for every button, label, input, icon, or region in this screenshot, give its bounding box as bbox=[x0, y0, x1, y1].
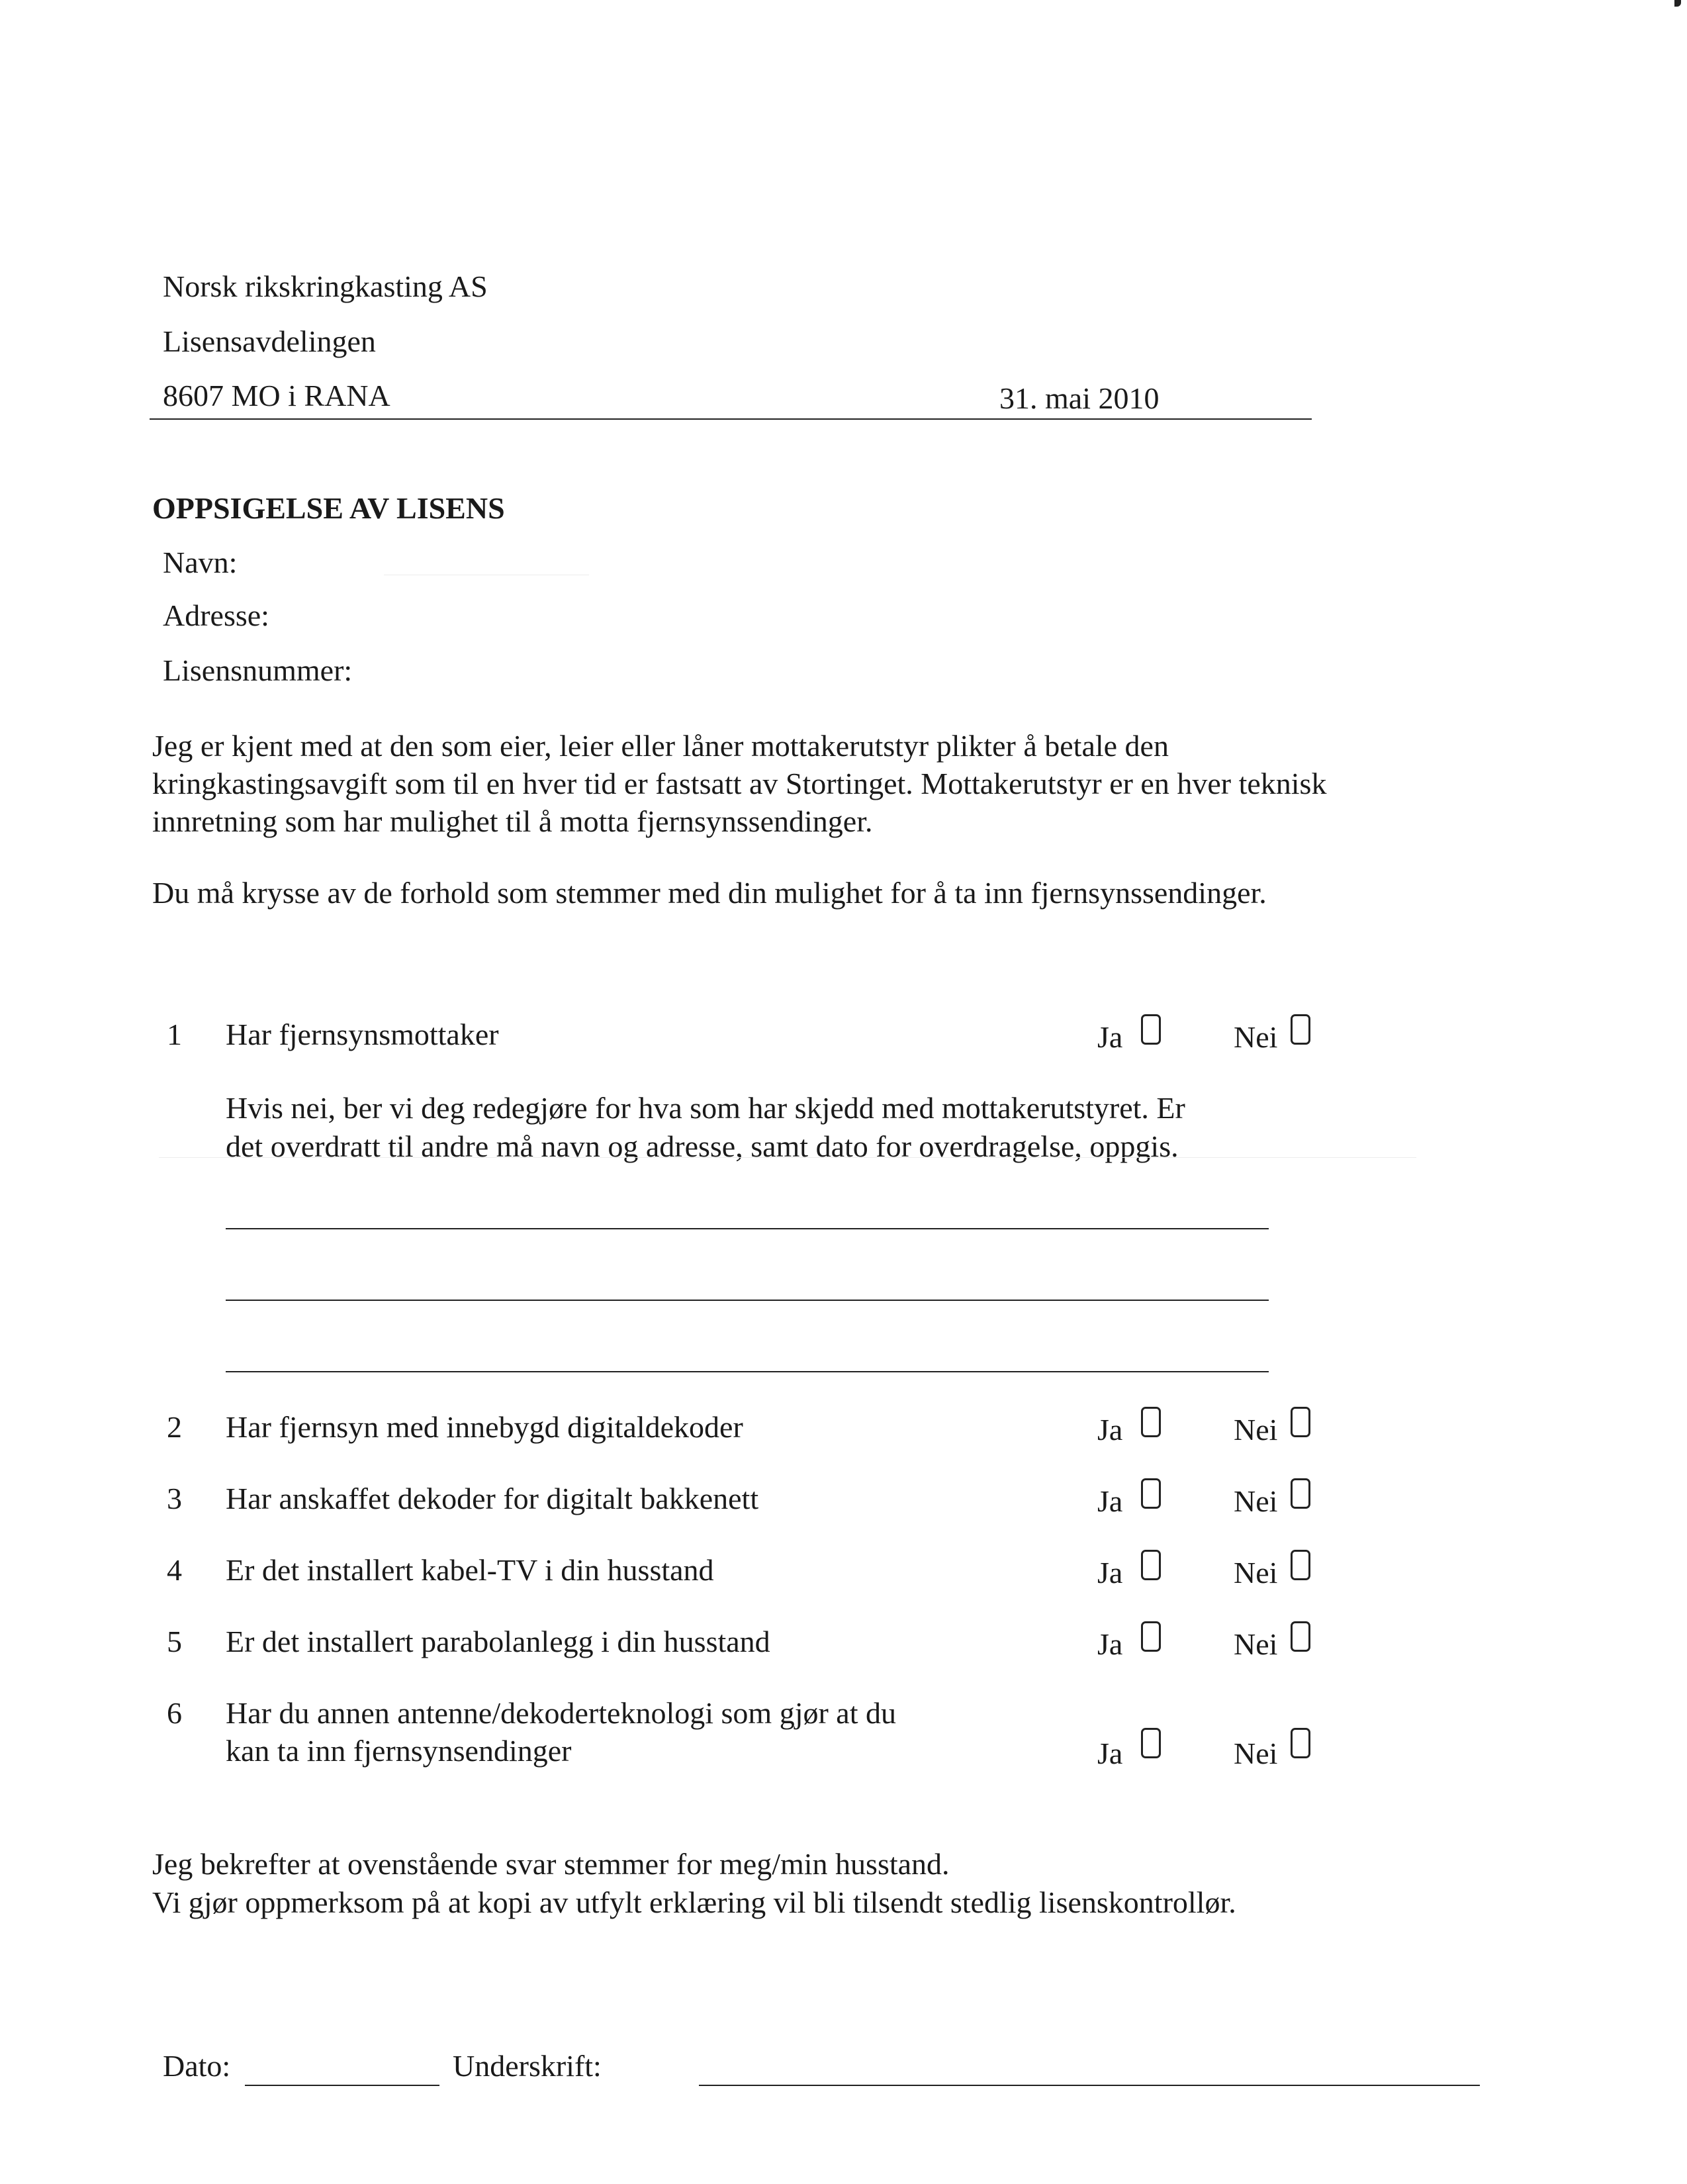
yes-label: Ja bbox=[1097, 1736, 1123, 1770]
yes-label: Ja bbox=[1097, 1484, 1123, 1518]
q4-yes-checkbox[interactable] bbox=[1141, 1550, 1161, 1580]
question-number: 4 bbox=[167, 1553, 182, 1587]
postal-address: 8607 MO i RANA bbox=[163, 379, 390, 412]
yes-label: Ja bbox=[1097, 1020, 1123, 1054]
q1-followup-line-1: Hvis nei, ber vi deg redegjøre for hva som har skjedd med mottakerutstyret. Er bbox=[226, 1091, 1185, 1125]
q1-answer-line-2[interactable] bbox=[226, 1300, 1269, 1301]
q1-answer-line-1[interactable] bbox=[226, 1228, 1269, 1229]
no-label: Nei bbox=[1234, 1413, 1278, 1447]
department-name: Lisensavdelingen bbox=[163, 324, 376, 358]
letter-date: 31. mai 2010 bbox=[999, 381, 1160, 415]
yes-label: Ja bbox=[1097, 1627, 1123, 1661]
question-text: Har fjernsynsmottaker bbox=[226, 1018, 499, 1051]
question-text: Er det installert parabolanlegg i din husstand bbox=[226, 1625, 770, 1658]
question-number: 2 bbox=[167, 1410, 182, 1444]
yes-label: Ja bbox=[1097, 1413, 1123, 1447]
page-title: OPPSIGELSE AV LISENS bbox=[152, 491, 505, 525]
address-label: Adresse: bbox=[163, 598, 269, 632]
no-label: Nei bbox=[1234, 1627, 1278, 1661]
question-number: 6 bbox=[167, 1696, 182, 1730]
instruction-text: Du må krysse av de forhold som stemmer med din mulighet for å ta inn fjernsynssendinger. bbox=[152, 876, 1267, 910]
question-number: 5 bbox=[167, 1625, 182, 1658]
q2-no-checkbox[interactable] bbox=[1291, 1407, 1310, 1437]
q6-no-checkbox[interactable] bbox=[1291, 1728, 1310, 1758]
signature-field-line[interactable] bbox=[699, 2085, 1480, 2086]
q5-yes-checkbox[interactable] bbox=[1141, 1621, 1161, 1652]
question-text: Har anskaffet dekoder for digitalt bakkenett bbox=[226, 1482, 759, 1515]
confirmation-line-1: Jeg bekrefter at ovenstående svar stemmer for meg/min husstand. bbox=[152, 1847, 950, 1881]
question-text-line-2: kan ta inn fjernsynsendinger bbox=[226, 1734, 572, 1768]
no-label: Nei bbox=[1234, 1736, 1278, 1770]
date-field-line[interactable] bbox=[245, 2085, 439, 2086]
header-divider bbox=[150, 418, 1312, 420]
question-number: 3 bbox=[167, 1482, 182, 1515]
q1-answer-line-3[interactable] bbox=[226, 1371, 1269, 1372]
org-name: Norsk rikskringkasting AS bbox=[163, 269, 488, 303]
scan-artifact-line bbox=[159, 1157, 1416, 1158]
no-label: Nei bbox=[1234, 1020, 1278, 1054]
question-text: Har fjernsyn med innebygd digitaldekoder bbox=[226, 1410, 743, 1444]
question-text-line-1: Har du annen antenne/dekoderteknologi som gjør at du bbox=[226, 1696, 896, 1730]
intro-line-3: innretning som har mulighet til å motta fjernsynssendinger. bbox=[152, 804, 873, 838]
yes-label: Ja bbox=[1097, 1556, 1123, 1590]
q3-yes-checkbox[interactable] bbox=[1141, 1478, 1161, 1509]
no-label: Nei bbox=[1234, 1484, 1278, 1518]
license-number-label: Lisensnummer: bbox=[163, 653, 353, 687]
no-label: Nei bbox=[1234, 1556, 1278, 1590]
intro-line-1: Jeg er kjent med at den som eier, leier eller låner mottakerutstyr plikter å betale den bbox=[152, 729, 1169, 763]
question-text: Er det installert kabel-TV i din husstand bbox=[226, 1553, 714, 1587]
q1-yes-checkbox[interactable] bbox=[1141, 1014, 1161, 1045]
confirmation-line-2: Vi gjør oppmerksom på at kopi av utfylt erklæring vil bli tilsendt stedlig lisenskontrollør. bbox=[152, 1885, 1236, 1919]
signature-label: Underskrift: bbox=[453, 2049, 602, 2083]
q3-no-checkbox[interactable] bbox=[1291, 1478, 1310, 1509]
intro-line-2: kringkastingsavgift som til en hver tid er fastsatt av Stortinget. Mottakerutstyr er en hver teknisk bbox=[152, 767, 1327, 800]
date-label: Dato: bbox=[163, 2049, 231, 2083]
question-number: 1 bbox=[167, 1018, 182, 1051]
q5-no-checkbox[interactable] bbox=[1291, 1621, 1310, 1652]
name-label: Navn: bbox=[163, 546, 238, 579]
q1-followup-line-2: det overdratt til andre må navn og adresse, samt dato for overdragelse, oppgis. bbox=[226, 1129, 1179, 1163]
scan-edge-mark bbox=[1674, 0, 1681, 7]
q4-no-checkbox[interactable] bbox=[1291, 1550, 1310, 1580]
q6-yes-checkbox[interactable] bbox=[1141, 1728, 1161, 1758]
q2-yes-checkbox[interactable] bbox=[1141, 1407, 1161, 1437]
q1-no-checkbox[interactable] bbox=[1291, 1014, 1310, 1045]
